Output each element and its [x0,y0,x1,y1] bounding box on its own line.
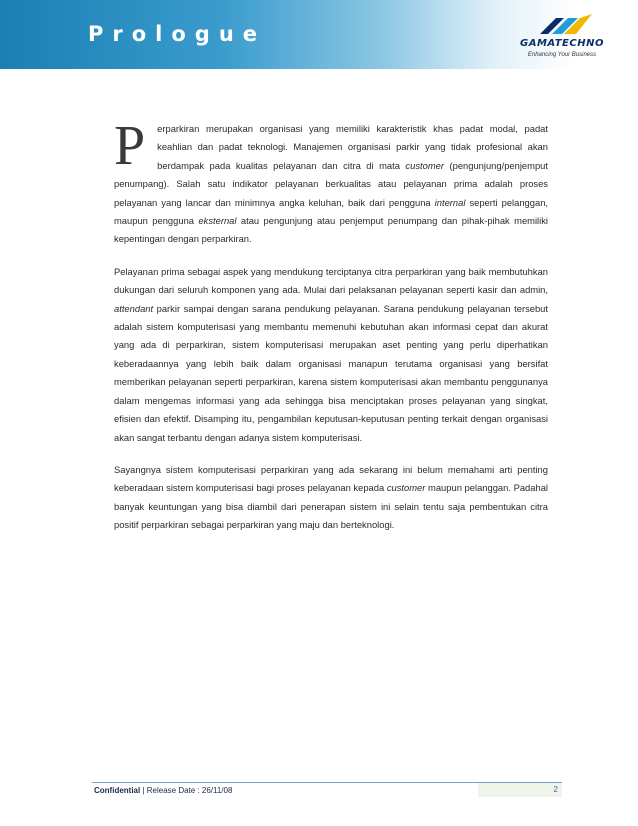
page-number: 2 [553,785,558,794]
drop-cap: P [114,115,146,177]
p2-emphasis-attendant: attendant [114,302,154,314]
company-logo [512,14,612,66]
p1-text-c: seperti pelanggan, maupun pengguna [114,196,549,227]
p3-emphasis-customer: customer [386,482,426,494]
p2-text-b: parkir sampai dengan sarana pendukung pelayanan. Sarana pendukung pelayanan tersebut adalah sistem komputerisasi yang membantu memenuhi kebutuhan akan informasi cepat dan akurat yang ada di perparkiran, sistem komputerisasi merupakan aset penting yang perlu diperhatikan keberadaannya yang lebih baik dalam organisasi manapun terutama organisasi yang bersifat memberikan pelayanan seperti perparkiran, karena sistem komputerisasi akan membantu penggunanya dalam mengemas informasi yang ada sehingga bisa menciptakan proses pelayanan yang singkat, efisien dan efektif. Disamping itu, pengambilan keputusan-keputusan penting terkait dengan organisasi akan sangat terbantu dengan adanya sistem komputerisasi. [114,302,548,443]
p1-text-d: atau pengunjung atau penjemput penumpang dan pihak-pihak memiliki kepentingan dengan perparkiran. [114,215,548,245]
paragraph-1 [114,115,549,249]
paragraph-3 [114,461,548,535]
p1-emphasis-internal: internal [434,196,466,208]
p2-text-a: Pelayanan prima sebagai aspek yang mendukung terciptanya citra perparkiran yang baik membutuhkan dukungan dari seluruh komponen yang ada. Mulai dari pelaksanan pelayanan seperti kasir dan admin, [114,265,548,296]
p3-text-a: Sayangnya sistem komputerisasi perparkiran yang ada sekarang ini belum memahami arti penting keberadaan sistem komputerisasi bagi proses pelayanan kepada [114,463,548,494]
logo-mark-icon [534,14,594,38]
footer-info [94,786,232,795]
p1-text-a: erparkiran merupakan organisasi yang memiliki karakteristik khas padat modal, padat keahlian dan padat teknologi. Manajemen organisasi parkir yang tidak profesional akan berdampak pada kualitas pelayanan dan citra di mata [157,123,548,171]
logo-tagline: Enhancing Your Business [527,52,597,58]
logo-name: GAMATECHNO [520,38,604,49]
page-title: Prologue [88,22,267,46]
p1-text-b: (pengunjung/penjemput penumpang). Salah satu indikator pelayanan berkualitas atau pelayanan prima adalah proses pelayanan yang lancar dan minimnya angka keluhan, baik dari pengguna [114,159,548,208]
confidential-label: Confidential [94,786,141,795]
prologue-body [114,115,549,549]
paragraph-2 [114,263,548,447]
release-date: | Release Date : 26/11/08 [140,786,233,795]
p1-emphasis-eksternal: eksternal [198,215,237,227]
p3-text-b: maupun pelanggan. Padahal banyak keuntungan yang bisa diambil dari penerapan sistem ini selain tentu saja pembentukan citra positif perparkiran sebagai perparkiran yang maju dan berteknologi. [114,482,549,531]
p1-emphasis-customer: customer [405,159,444,171]
